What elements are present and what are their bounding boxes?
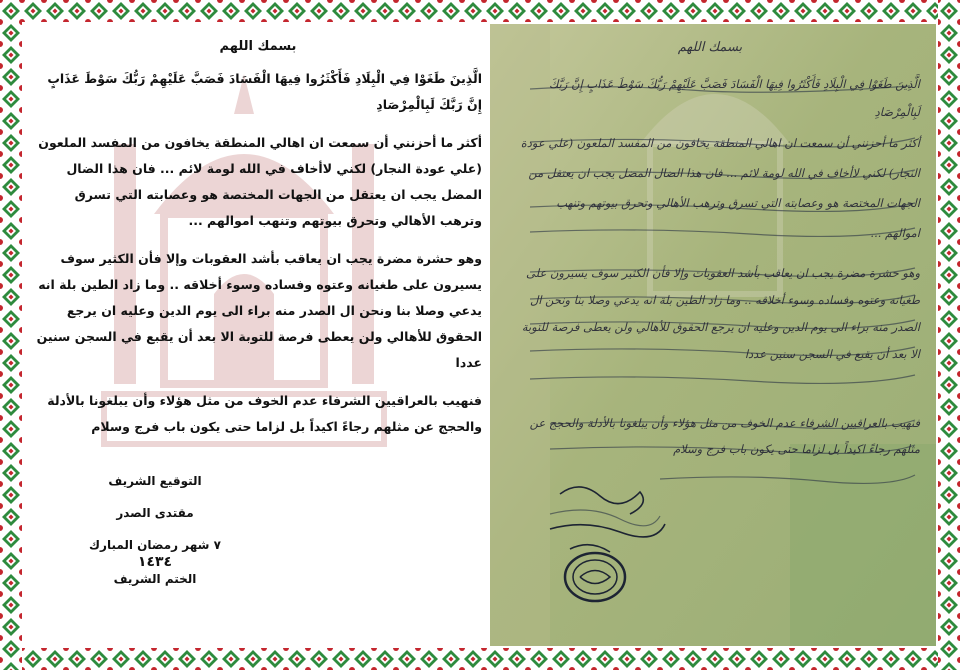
signature-label: التوقيع الشريف	[108, 474, 202, 488]
scanned-letter-image	[490, 24, 936, 646]
scan-heading: بسمك اللهم	[677, 40, 743, 55]
typed-transcription	[24, 24, 490, 646]
quran-verse: الَّذِينَ طَغَوْا فِي الْبِلَادِ فَأَكْثَرُوا فِيهَا الْفَسَادَ فَصَبَّ عَلَيْهِمْ رَبُّكَ سَوْطَ عَذَابٍ إِنَّ رَبَّكَ لَبِالْمِرْصَادِ	[47, 71, 482, 112]
signature-block	[80, 474, 230, 604]
paragraph-3: فنهيب بالعراقيين الشرفاء عدم الخوف من مثل هؤلاء وأن يبلغونا بالأدلة والحجج عن مثلهم رجاءً اكيداً بل لزاما حتى يكون باب فرج وسلام	[47, 393, 482, 434]
bottom-ornamental-border	[0, 648, 960, 670]
basmala-heading: بسمك اللهم	[219, 39, 297, 54]
left-ornamental-border	[0, 0, 22, 670]
seal-label: الختم الشريف	[113, 572, 197, 586]
top-ornamental-border	[0, 0, 960, 22]
year-line: ١٤٣٤	[137, 554, 173, 570]
scan-paragraph-2: وهو حشرة مضرة يجب ان يعاقب بأشد العقوبات وإلا فأن الكثير سوف يسيرون على طغيانه وعتوه وفساده وسوء أخلاقه .. وما زاد الطين بلة انه يدعي وصلا بنا ونحن ال الصدر منه براء الى يوم الدين وعليه ان يرجع الحقوق للأهالي ولن يعطى فرصة للتوبة الا بعد أن يقبع في السجن سنين عددا	[521, 266, 920, 361]
paragraph-2: وهو حشرة مضرة يجب ان يعاقب بأشد العقوبات وإلا فأن الكثير سوف يسيرون على طغيانه وعتوه وفساده وسوء أخلاقه .. وما زاد الطين بلة انه يدعي وصلا بنا ونحن ال الصدر منه براء الى يوم الدين وعليه ان يرجع الحقوق للأهالي ولن يعطى فرصة للتوبة الا بعد أن يقبع في السجن سنين عددا	[36, 251, 482, 370]
right-ornamental-border	[938, 0, 960, 670]
transcription-body	[34, 34, 482, 452]
scan-paragraph-1: أكثر ما أحزنني أن سمعت ان اهالي المنطقة يخافون من المفسد الملعون (علي عودة النجار) لكني لاأخاف في الله لومة لائم ... فان هذا الضال المضل يجب ان يعتقل من الجهات المختصة هو وعصابته التي تسرق وترهب الأهالي وتحرق بيوتهم وتنهب اموالهم ...	[520, 136, 920, 240]
scan-paragraph-3: فنهيب بالعراقيين الشرفاء عدم الخوف من مثل هؤلاء وأن يبلغونا بالأدلة والحجج عن مثلهم رجاءً اكيداً بل لزاما حتى يكون باب فرج وسلام	[529, 416, 920, 456]
signatory-name: مقتدى الصدر	[116, 506, 194, 520]
paragraph-1: أكثر ما أحزنني أن سمعت ان اهالي المنطقة يخافون من المفسد الملعون (علي عودة النجار) لكني لاأخاف في الله لومة لائم ... فان هذا الضال المضل يجب ان يعتقل من الجهات المختصة هو وعصابته التي تسرق وترهب الأهالي وتحرق بيوتهم وتنهب اموالهم ...	[38, 135, 482, 228]
date-line: ٧ شهر رمضان المبارك	[89, 538, 221, 552]
scan-verse: الَّذِينَ طَغَوْا فِي الْبِلَادِ فَأَكْثَرُوا فِيهَا الْفَسَادَ فَصَبَّ عَلَيْهِمْ رَبُّكَ سَوْطَ عَذَابٍ إِنَّ رَبَّكَ لَبِالْمِرْصَادِ	[548, 77, 920, 119]
document-page	[24, 24, 936, 646]
